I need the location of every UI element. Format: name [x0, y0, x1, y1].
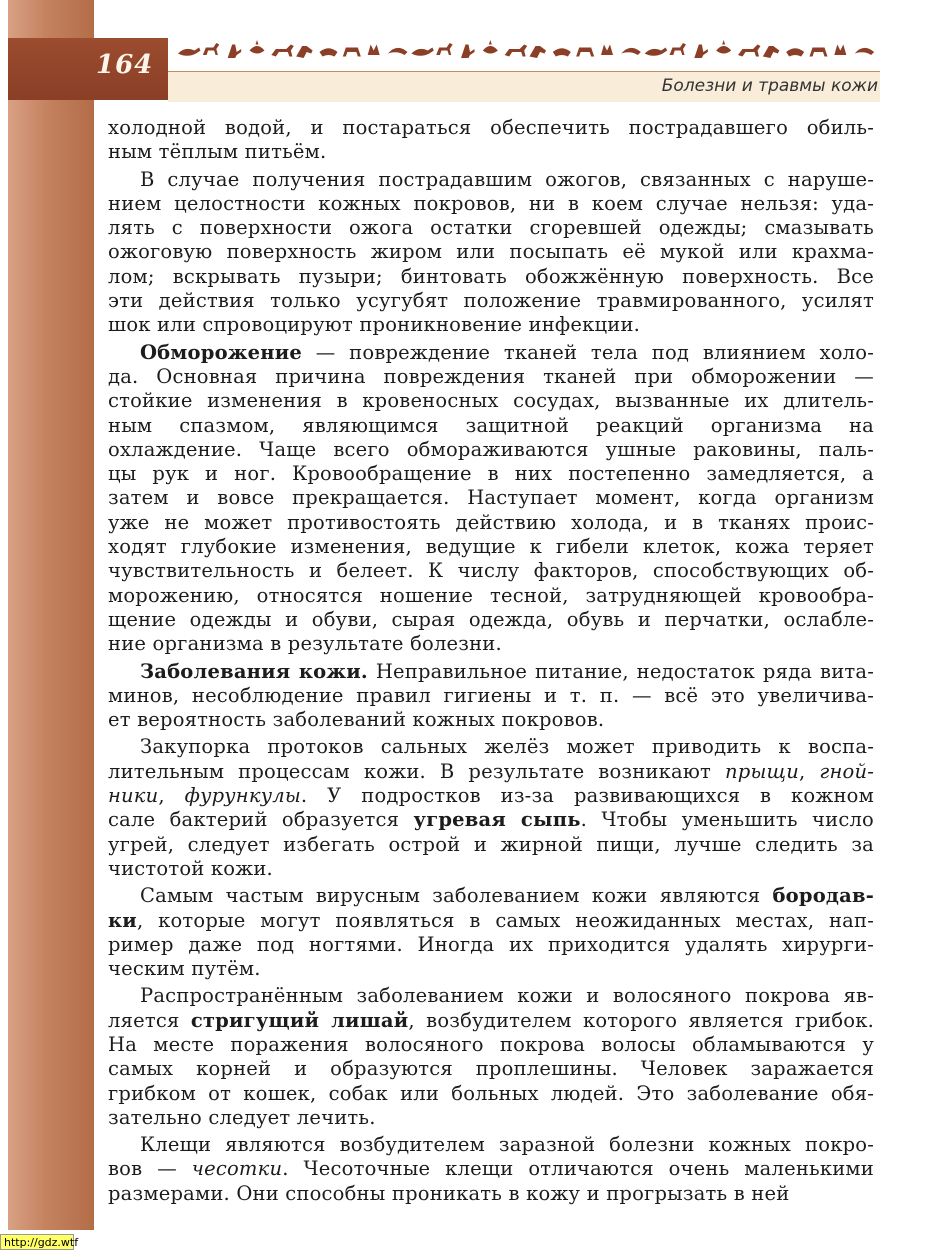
paragraph [108, 735, 874, 881]
text-run: нием целостности кожных покровов, ни в коем случае нельзя: уда- [108, 191, 874, 215]
animal-silhouette-icon [436, 43, 453, 55]
text-line [108, 857, 874, 881]
page-edge-strip [8, 0, 94, 1230]
animal-silhouette-icon [855, 48, 875, 55]
text-run: ние организма в результате болезни. [108, 632, 502, 656]
text-line [108, 140, 874, 164]
text-line [108, 535, 874, 559]
animal-silhouette-icon [763, 46, 780, 58]
text-line [108, 1057, 874, 1081]
text-line [108, 389, 874, 413]
animal-silhouette-icon [576, 48, 594, 57]
text-line [108, 462, 874, 486]
text-run: чувствительность и белеет. К числу факторов, способствующих об- [108, 559, 874, 583]
text-line [108, 660, 874, 684]
animal-silhouette-icon [388, 48, 408, 55]
text-run: ет вероятность заболеваний кожных покровов. [108, 708, 605, 732]
text-line [108, 1082, 874, 1106]
text-line [108, 632, 874, 656]
text-run: Клещи являются возбудителем заразной болезни кожных покро- [140, 1133, 874, 1157]
text-run: морожению, относятся ношение тесной, затрудняющей кровообра- [108, 583, 874, 607]
animal-silhouette-icon [483, 40, 498, 54]
page-number: 164 [96, 50, 154, 80]
text-line [108, 1133, 874, 1157]
text-run: ческим путём. [108, 957, 261, 981]
text-run: шок или спровоцируют проникновение инфекции. [108, 313, 641, 337]
animal-silhouette-icon [670, 43, 687, 55]
text-run: уже не может противостоять действию холода, и в тканях проис- [108, 510, 874, 534]
text-line [108, 684, 874, 708]
text-run: размерами. Они способны проникать в кожу и прогрызать в ней [108, 1181, 790, 1205]
text-run: Закупорка протоков сальных желёз может приводить к воспа- [140, 735, 874, 759]
text-line [108, 438, 874, 462]
body-text [108, 116, 874, 1209]
text-line [108, 584, 874, 608]
text-run: , возбудителем которого является грибок. [408, 1008, 875, 1032]
animal-silhouette-icon [834, 45, 846, 56]
text-run: Самым частым вирусным заболеванием кожи являются [140, 884, 773, 908]
animal-silhouette-icon [553, 48, 571, 56]
text-line [108, 289, 874, 313]
text-line [108, 341, 874, 365]
text-line [108, 808, 874, 832]
animal-silhouette-icon [343, 48, 361, 57]
italic-term: чесотки [191, 1157, 283, 1181]
bold-term: Обморожение [140, 340, 303, 364]
running-title: Болезни и травмы кожи [661, 76, 878, 96]
bold-term: ки [108, 908, 137, 932]
animal-silhouette-icon [738, 45, 761, 57]
bold-term: бородав- [772, 884, 874, 908]
italic-term: фурункулы [184, 784, 301, 808]
text-line [108, 984, 874, 1008]
text-run: самых корней и образуются проплешины. Человек заражается [108, 1057, 874, 1081]
text-run: охлаждение. Чаще всего обмораживаются ушные раковины, паль- [108, 437, 874, 461]
text-run: ходят глубокие изменения, ведущие к гибели клеток, кожа теряет [108, 535, 874, 559]
text-run: — повреждение тканей тела под влиянием холо- [302, 340, 874, 364]
animal-silhouette-icon [601, 45, 613, 56]
animal-silhouette-icon [530, 46, 547, 58]
text-run: Распространённым заболеванием кожи и волосяного покрова яв- [140, 984, 874, 1008]
paragraph [108, 984, 874, 1130]
text-line [108, 1182, 874, 1206]
paragraph [108, 168, 874, 338]
animal-silhouette-icon [250, 40, 265, 54]
animal-silhouette-icon [320, 48, 338, 56]
animal-silhouette-icon [505, 45, 527, 57]
animal-silhouette-icon [296, 46, 313, 58]
text-line [108, 933, 874, 957]
text-line [108, 708, 874, 732]
text-run: затем и вовсе прекращается. Наступает момент, когда организм [108, 486, 874, 510]
text-run: Неправильное питание, недостаток ряда вита- [367, 659, 874, 683]
text-run: В случае получения пострадавшим ожогов, связанных с наруше- [140, 167, 874, 191]
animal-silhouette-icon [271, 45, 294, 57]
text-line [108, 365, 874, 389]
text-line [108, 216, 874, 240]
animal-silhouette-icon [203, 43, 220, 55]
bold-term: стригущий лишай [190, 1008, 409, 1032]
text-run: ример даже под ногтями. Иногда их приходится удалять хирурги- [108, 932, 874, 956]
text-line [108, 168, 874, 192]
animal-silhouette-icon [621, 48, 641, 55]
text-run: , [799, 759, 820, 783]
text-run: зательно следует лечить. [108, 1105, 376, 1129]
text-line [108, 414, 874, 438]
text-run: щение одежды и обуви, сырая одежда, обувь и перчатки, ослабле- [108, 607, 874, 631]
text-line [108, 957, 874, 981]
text-run: ным спазмом, являющимся защитной реакций организма на [108, 413, 874, 437]
text-line [108, 784, 874, 808]
text-run: холодной водой, и постараться обеспечить пострадавшего обиль- [108, 116, 874, 139]
animal-silhouette-icon [368, 45, 380, 56]
text-line [108, 735, 874, 759]
text-line [108, 486, 874, 510]
text-run: минов, несоблюдение правил гигиены и т. п. — всё это увеличива- [108, 683, 874, 707]
text-run: , которые могут появляться в самых неожиданных местах, нап- [136, 908, 874, 932]
text-line [108, 511, 874, 535]
paragraph [108, 884, 874, 981]
text-run: . У подростков из-за развивающихся в кожном [300, 784, 874, 808]
animal-silhouette-icon [810, 48, 828, 57]
text-run: цы рук и ног. Кровообращение в них постепенно замедляется, а [108, 462, 874, 486]
paragraph [108, 341, 874, 657]
text-run: да. Основная причина повреждения тканей при обморожении — [108, 364, 874, 388]
text-line [108, 192, 874, 216]
italic-term: гной- [819, 759, 874, 783]
text-line [108, 760, 874, 784]
text-run: , [158, 784, 185, 808]
text-run: угрей, следует избегать острой и жирной пищи, лучше следить за [108, 832, 874, 856]
text-run: сале бактерий образуется [108, 808, 414, 832]
text-run: стойкие изменения в кровеносных сосудах, вызванные их длитель- [108, 389, 874, 413]
source-watermark-link[interactable]: http://gdz.wtf [0, 1234, 74, 1250]
animal-silhouette-icon [694, 45, 708, 59]
animal-silhouette-icon [411, 48, 434, 56]
text-line [108, 240, 874, 264]
text-line [108, 884, 874, 908]
paragraph [108, 660, 874, 733]
text-run: ным тёплым питьём. [108, 140, 327, 164]
text-line [108, 909, 874, 933]
text-line [108, 608, 874, 632]
text-line [108, 313, 874, 337]
bold-term: Заболевания кожи. [140, 659, 368, 683]
text-run: . Чесоточные клещи отличаются очень маленькими [282, 1157, 874, 1181]
text-line [108, 1106, 874, 1130]
text-run: эти действия только усугубят положение травмированного, усилят [108, 289, 874, 313]
text-run: . Чтобы уменьшить число [580, 808, 874, 832]
animal-silhouette-icon [645, 48, 668, 56]
animal-silhouette-icon [786, 48, 804, 56]
italic-term: ники [108, 784, 159, 808]
text-run: лительным процессам кожи. В результате возникают [108, 759, 725, 783]
text-run: лом; вскрывать пузыри; бинтовать обожжённую поверхность. Все [108, 264, 874, 288]
text-run: вов — [108, 1157, 192, 1181]
text-line [108, 116, 874, 140]
text-line [108, 833, 874, 857]
text-run: ляется [108, 1008, 191, 1032]
animal-silhouette-icon [461, 45, 475, 59]
text-run: На месте поражения волосяного покрова волосы обламываются у [108, 1032, 874, 1056]
animal-silhouette-icon [716, 40, 731, 54]
animal-silhouette-frieze [178, 40, 878, 68]
text-run: лять с поверхности ожога остатки сгоревшей одежды; смазывать [108, 216, 874, 240]
text-run: грибком от кошек, собак или больных людей. Это заболевание обя- [108, 1081, 874, 1105]
animal-silhouette-icon [228, 45, 242, 59]
italic-term: прыщи [725, 759, 800, 783]
paragraph [108, 116, 874, 165]
text-line [108, 1157, 874, 1181]
text-line [108, 265, 874, 289]
text-line [108, 559, 874, 583]
text-run: ожоговую поверхность жиром или посыпать её мукой или крахма- [108, 240, 874, 264]
text-line [108, 1009, 874, 1033]
paragraph [108, 1133, 874, 1206]
animal-silhouette-icon [178, 48, 201, 56]
bold-term: угревая сыпь [413, 808, 581, 832]
text-line [108, 1033, 874, 1057]
text-run: чистотой кожи. [108, 856, 273, 880]
